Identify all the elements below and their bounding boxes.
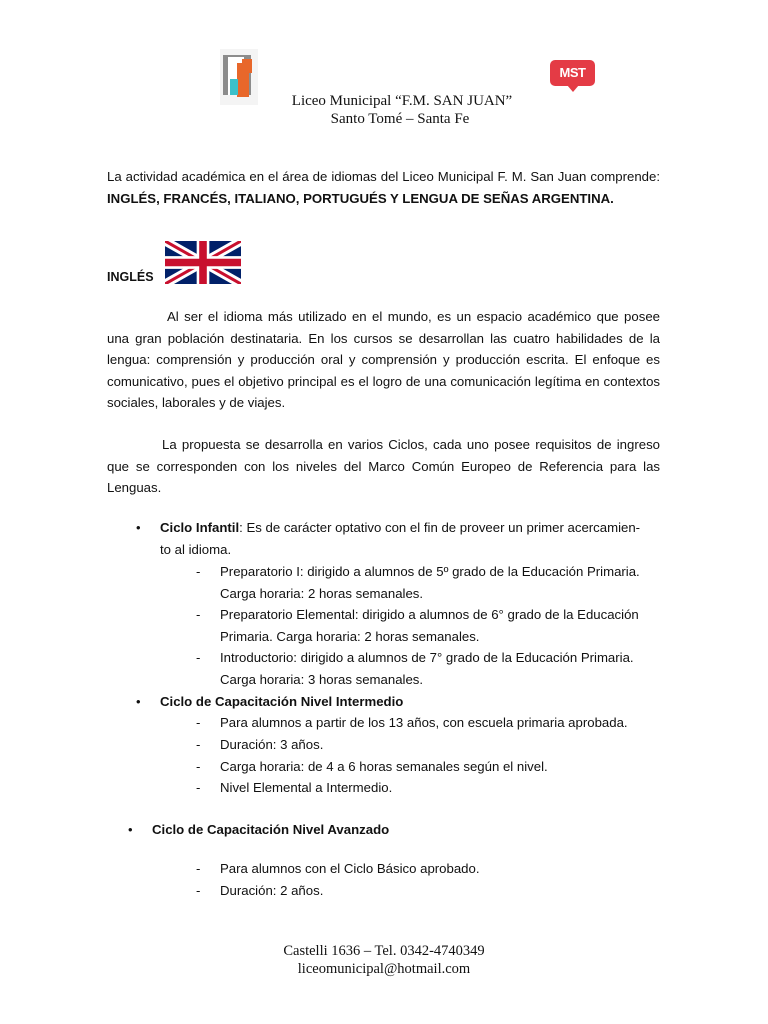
dash-icon: - — [196, 715, 201, 730]
sub-item-text: Para alumnos con el Ciclo Básico aprobado. — [220, 861, 480, 876]
sub-item-text: Duración: 2 años. — [220, 883, 324, 898]
list-item-text — [160, 517, 640, 539]
dash-icon: - — [196, 861, 201, 876]
school-location: Santo Tomé – Santa Fe — [330, 111, 470, 127]
dash-icon: - — [196, 780, 201, 795]
intro-text: La actividad académica en el área de idiomas del Liceo Municipal F. M. San Juan comprende: — [107, 169, 660, 184]
sub-item-text: Carga horaria: de 4 a 6 horas semanales según el nivel. — [220, 759, 548, 774]
cycle-desc-cont: to al idioma. — [160, 541, 232, 557]
cycle-desc: : Es de carácter optativo con el fin de proveer un primer acercamien- — [239, 520, 641, 535]
intro-paragraph — [107, 166, 660, 209]
bullet-icon: • — [136, 694, 141, 709]
speech-tail-icon — [567, 85, 579, 92]
dash-icon: - — [196, 737, 201, 752]
section-title: INGLÉS — [107, 270, 154, 284]
sub-item-line1: Preparatorio I: dirigido a alumnos de 5º grado de la Educación Primaria. — [220, 564, 640, 579]
sub-item-line1: Preparatorio Elemental: dirigido a alumnos de 6° grado de la Educación — [220, 607, 639, 622]
paragraph-cycles — [107, 434, 660, 499]
languages-list: INGLÉS, FRANCÉS, ITALIANO, PORTUGUÉS Y LENGUA DE SEÑAS ARGENTINA. — [107, 190, 614, 206]
sub-item-line2: Primaria. Carga horaria: 2 horas semanales. — [220, 628, 480, 644]
dash-icon: - — [196, 759, 201, 774]
dash-icon: - — [196, 607, 201, 622]
header — [0, 92, 768, 128]
dash-icon: - — [196, 883, 201, 898]
mst-logo — [550, 60, 596, 92]
paragraph-1-text: Al ser el idioma más utilizado en el mundo, es un espacio académico que posee una gran población destinataria. En los cursos se desarrollan las cuatro habilidades de la lengua: comprensión y producción oral y comprensión y producción escrita. El enfoque es comunicativo, pues el objetivo principal es el logro de una comunicación legítima en contextos sociales, laborales y de viajes. — [107, 309, 660, 410]
paragraph-description — [107, 306, 660, 414]
mst-logo-text: MST — [550, 60, 595, 86]
cycle-title: Ciclo de Capacitación Nivel Intermedio — [160, 694, 404, 709]
footer — [0, 942, 768, 978]
sub-item-text: Nivel Elemental a Intermedio. — [220, 780, 393, 795]
sub-item-line2: Carga horaria: 3 horas semanales. — [220, 671, 424, 687]
bullet-icon: • — [136, 520, 141, 535]
dash-icon: - — [196, 650, 201, 665]
cycle-title: Ciclo de Capacitación Nivel Avanzado — [152, 822, 390, 837]
dash-icon: - — [196, 564, 201, 579]
uk-flag-icon — [165, 241, 241, 284]
paragraph-2-text: La propuesta se desarrolla en varios Ciclos, cada uno posee requisitos de ingreso que se corresponden con los niveles del Marco Común Europeo de Referencia para las Lenguas. — [107, 437, 660, 495]
sub-item-text: Para alumnos a partir de los 13 años, con escuela primaria aprobada. — [220, 715, 628, 730]
bullet-icon: • — [128, 822, 133, 837]
sub-item-line2: Carga horaria: 2 horas semanales. — [220, 585, 424, 601]
footer-email: liceomunicipal@hotmail.com — [297, 961, 471, 977]
sub-item-text: Duración: 3 años. — [220, 737, 324, 752]
cycle-title: Ciclo Infantil — [160, 520, 240, 535]
footer-address: Castelli 1636 – Tel. 0342-4740349 — [283, 943, 485, 959]
sub-item-line1: Introductorio: dirigido a alumnos de 7° grado de la Educación Primaria. — [220, 650, 634, 665]
school-name: Liceo Municipal “F.M. SAN JUAN” — [291, 93, 513, 109]
